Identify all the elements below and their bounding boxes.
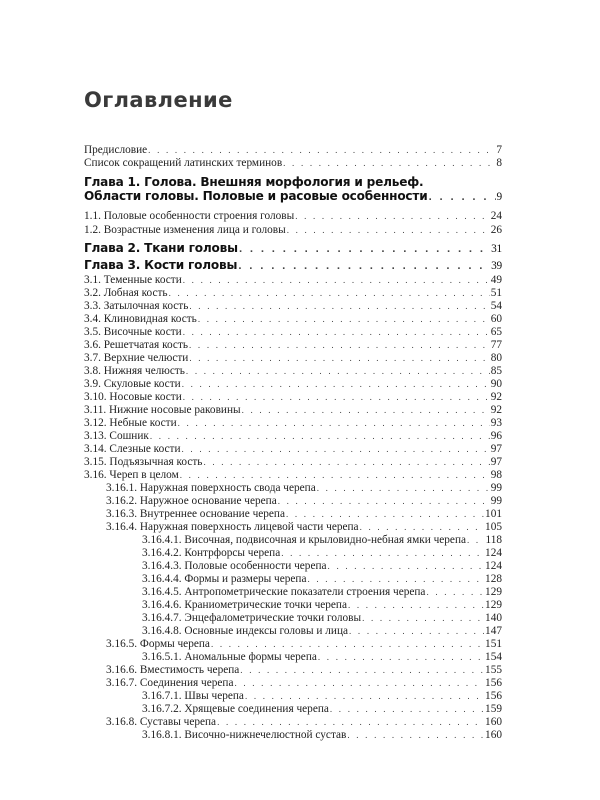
toc-entry-label: 3.16.6. Вместимость черепа	[106, 664, 240, 676]
toc-page-number: 77	[490, 339, 502, 351]
toc-chapter-2[interactable]	[84, 239, 502, 257]
toc-entry-label: 3.16.2. Наружное основание черепа	[106, 495, 277, 507]
toc-entry-label: 3.16.4.8. Основные индексы головы и лица	[142, 625, 349, 637]
toc-page-number: 54	[490, 300, 502, 312]
toc-entry-label: 3.16.8. Суставы черепа	[106, 716, 217, 728]
toc-page-number: 26	[490, 224, 502, 236]
toc-page-number: 97	[490, 443, 502, 455]
dot-leader	[347, 727, 484, 743]
toc-entry-label: 3.16.4.6. Краниометрические точки черепа	[142, 599, 347, 611]
toc-entry-label: 3.10. Носовые кости	[84, 391, 182, 403]
toc-page-number: 7	[496, 144, 502, 156]
toc-entry-label: 3.15. Подъязычная кость	[84, 456, 203, 468]
toc-entry-label: 3.12. Небные кости	[84, 417, 177, 429]
toc-entry-label: 3.3. Затылочная кость	[84, 300, 189, 312]
toc-page-number: 159	[485, 703, 502, 715]
toc-entry-label: 3.16.5. Формы черепа	[106, 638, 210, 650]
toc-page-number: 24	[490, 210, 502, 222]
toc-page-number: 99	[490, 495, 502, 507]
toc-entry-label: 3.16. Череп в целом	[84, 469, 179, 481]
toc-entry-label: 3.4. Клиновидная кость	[84, 313, 197, 325]
toc-page-number: 99	[490, 482, 502, 494]
toc-page-number: 155	[485, 664, 502, 676]
toc-entry-label: Список сокращений латинских терминов	[84, 157, 283, 169]
toc-page-number: 93	[490, 417, 502, 429]
toc-page-number: 156	[485, 690, 502, 702]
toc-entry-label: 3.16.7. Соединения черепа	[106, 677, 234, 689]
toc-chapter-1[interactable]	[84, 187, 502, 205]
toc-chapter-label: Глава 3. Кости головы	[84, 258, 238, 272]
toc-entry-label: 3.16.3. Внутреннее основание черепа	[106, 508, 285, 520]
toc-entry-label: 3.16.7.2. Хрящевые соединения черепа	[142, 703, 329, 715]
toc-entry-label: 3.16.4.5. Антропометрические показатели строения черепа	[142, 586, 426, 598]
toc-page-number: 80	[490, 352, 502, 364]
toc-page-number: 96	[490, 430, 502, 442]
toc-entry-label: Предисловие	[84, 144, 148, 156]
toc-page-number: 147	[485, 625, 502, 637]
toc-entry-label: 3.16.5.1. Аномальные формы черепа	[142, 651, 317, 663]
toc-entry-label: 3.2. Лобная кость	[84, 287, 168, 299]
toc-page-number: 129	[485, 586, 502, 598]
toc-entry-label: 3.7. Верхние челюсти	[84, 352, 189, 364]
toc-page-number: 8	[496, 157, 502, 169]
toc-entry-label: 1.1. Половые особенности строения головы	[84, 210, 295, 222]
toc-entry-label: 3.16.4.1. Височная, подвисочная и крыловидно-небная ямки черепа	[142, 534, 467, 546]
toc-page-number: 160	[485, 729, 502, 741]
toc-page-number: 60	[490, 313, 502, 325]
toc-entry-label: 3.11. Нижние носовые раковины	[84, 404, 241, 416]
toc-page-number: 124	[485, 547, 502, 559]
toc-entry-label: 3.13. Сошник	[84, 430, 149, 442]
toc-chapter-1-line1[interactable]: Глава 1. Голова. Внешняя морфология и рельеф.	[84, 175, 424, 189]
toc-entry-label: 3.14. Слезные кости	[84, 443, 181, 455]
toc-page-number: 9	[496, 191, 502, 203]
toc-page-number: 51	[490, 287, 502, 299]
toc-entry-label: 3.5. Височные кости	[84, 326, 182, 338]
toc-page-number: 101	[485, 508, 502, 520]
toc-entry-label: 3.16.1. Наружная поверхность свода черепа	[106, 482, 316, 494]
toc-page-number: 129	[485, 599, 502, 611]
toc-entry-label: 3.16.4.3. Половые особенности черепа	[142, 560, 327, 572]
toc-page-number: 39	[491, 260, 502, 272]
toc-section-1-2[interactable]	[84, 222, 502, 238]
toc-page-number: 124	[485, 560, 502, 572]
toc-page-number: 156	[485, 677, 502, 689]
toc-entry-label: 3.16.4.4. Формы и размеры черепа	[142, 573, 307, 585]
dot-leader	[287, 222, 490, 238]
toc-entry-label: 3.16.4.7. Энцефалометрические точки головы	[142, 612, 362, 624]
toc-page-number: 118	[485, 534, 502, 546]
toc-entry-label: 3.16.8.1. Височно-нижнечелюстной сустав	[142, 729, 347, 741]
toc-entry-label: 3.1. Теменные кости	[84, 274, 182, 286]
toc-page-number: 97	[490, 456, 502, 468]
toc-page-number: 31	[491, 243, 502, 255]
toc-page-number: 98	[490, 469, 502, 481]
toc-page-number: 92	[490, 404, 502, 416]
toc-chapter-label: Глава 2. Ткани головы	[84, 241, 238, 255]
toc-page-number: 90	[490, 378, 502, 390]
toc-page-number: 154	[485, 651, 502, 663]
toc-entry-label: 3.6. Решетчатая кость	[84, 339, 189, 351]
toc-entry-label: 3.16.4.2. Контрфорсы черепа	[142, 547, 281, 559]
toc-page-number: 49	[490, 274, 502, 286]
toc-entry-label: 3.16.7.1. Швы черепа	[142, 690, 244, 702]
toc-page-number: 128	[485, 573, 502, 585]
toc-page-number: 140	[485, 612, 502, 624]
dot-leader	[283, 155, 495, 171]
toc-chapter-label: Области головы. Половые и расовые особенности	[84, 189, 428, 203]
toc-entry-label: 1.2. Возрастные изменения лица и головы	[84, 224, 286, 236]
toc-page-number: 65	[490, 326, 502, 338]
dot-leader	[428, 189, 495, 207]
toc-page-number: 151	[485, 638, 502, 650]
toc-page-number: 85	[490, 365, 502, 377]
page-title: Оглавление	[84, 88, 233, 112]
toc-entry-3-16-8-1[interactable]	[84, 727, 502, 743]
toc-entry-abbreviations[interactable]	[84, 155, 502, 171]
toc-entry-label: 3.9. Скуловые кости	[84, 378, 181, 390]
toc-page-number: 105	[485, 521, 502, 533]
toc-entry-label: 3.8. Нижняя челюсть	[84, 365, 185, 377]
toc-page-number: 92	[490, 391, 502, 403]
toc-entry-label: 3.16.4. Наружная поверхность лицевой части черепа	[106, 521, 359, 533]
toc-page-number: 160	[485, 716, 502, 728]
